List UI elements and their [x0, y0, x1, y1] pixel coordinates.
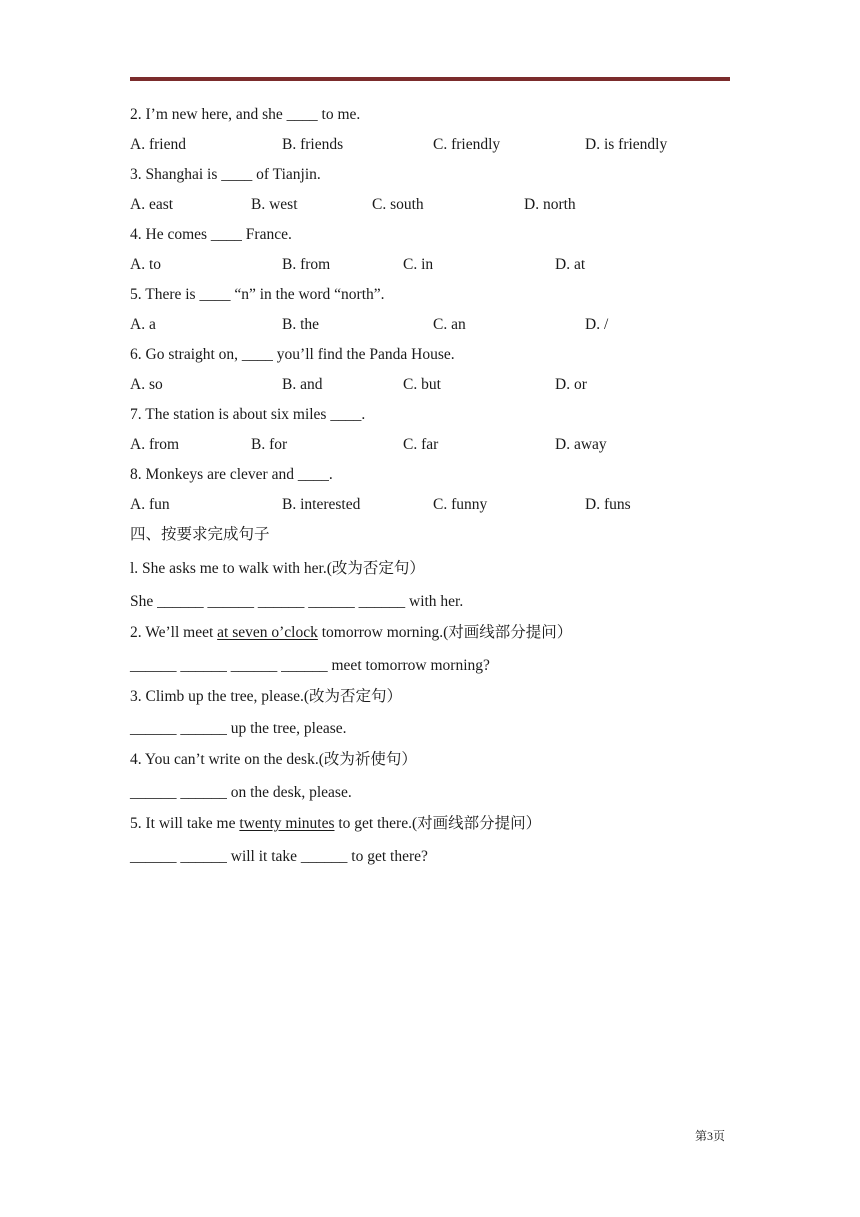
q2-option-d: D. is friendly	[585, 136, 668, 153]
q7-option-b: B. for	[251, 436, 288, 453]
q2-option-c: C. friendly	[433, 136, 501, 153]
underlined-phrase: twenty minutes	[239, 815, 335, 832]
q4-option-c: C. in	[403, 256, 434, 273]
question-7: 7. The station is about six miles ____.	[130, 406, 366, 423]
underlined-phrase: at seven o’clock	[217, 624, 318, 641]
q8-option-c: C. funny	[433, 496, 488, 513]
q3-option-b: B. west	[251, 196, 298, 213]
question-8: 8. Monkeys are clever and ____.	[130, 466, 333, 483]
question-5: 5. There is ____ “n” in the word “north”.	[130, 286, 385, 303]
transform-sentence-3: 3. Climb up the tree, please.(改为否定句）	[130, 688, 403, 705]
q6-option-d: D. or	[555, 376, 587, 393]
q7-option-d: D. away	[555, 436, 607, 453]
question-4: 4. He comes ____ France.	[130, 226, 292, 243]
q8-option-b: B. interested	[282, 496, 361, 513]
q5-option-b: B. the	[282, 316, 320, 333]
q7-option-a: A. from	[130, 436, 180, 453]
transform-answer-4: ______ ______ on the desk, please.	[130, 784, 352, 801]
question-2: 2. I’m new here, and she ____ to me.	[130, 106, 361, 123]
q3-option-a: A. east	[130, 196, 174, 213]
transform-answer-2: ______ ______ ______ ______ meet tomorrow morning?	[130, 657, 490, 674]
q3-option-d: D. north	[524, 196, 576, 213]
q5-option-c: C. an	[433, 316, 466, 333]
transform-answer-5: ______ ______ will it take ______ to get there?	[130, 848, 428, 865]
transform-sentence-2: 2. We’ll meet at seven o’clock tomorrow morning.(对画线部分提问）	[130, 624, 573, 641]
q8-option-d: D. funs	[585, 496, 631, 513]
q2-option-b: B. friends	[282, 136, 344, 153]
q6-option-b: B. and	[282, 376, 323, 393]
transform-answer-3: ______ ______ up the tree, please.	[130, 720, 347, 737]
q4-option-a: A. to	[130, 256, 161, 273]
q6-option-c: C. but	[403, 376, 441, 393]
q4-option-b: B. from	[282, 256, 331, 273]
header-rule	[130, 77, 730, 81]
q5-option-d: D. /	[585, 316, 609, 333]
q5-option-a: A. a	[130, 316, 156, 333]
transform-sentence-1: l. She asks me to walk with her.(改为否定句）	[130, 560, 425, 577]
q4-option-d: D. at	[555, 256, 586, 273]
question-6: 6. Go straight on, ____ you’ll find the Panda House.	[130, 346, 455, 363]
q7-option-c: C. far	[403, 436, 439, 453]
transform-sentence-4: 4. You can’t write on the desk.(改为祈使句）	[130, 751, 417, 768]
transform-answer-1: She ______ ______ ______ ______ ______ with her.	[130, 593, 464, 610]
q3-option-c: C. south	[372, 196, 424, 213]
q6-option-a: A. so	[130, 376, 163, 393]
question-3: 3. Shanghai is ____ of Tianjin.	[130, 166, 321, 183]
transform-sentence-5: 5. It will take me twenty minutes to get there.(对画线部分提问）	[130, 815, 542, 832]
page-number: 第3页	[695, 1129, 726, 1143]
q8-option-a: A. fun	[130, 496, 170, 513]
q2-option-a: A. friend	[130, 136, 186, 153]
section-4-heading: 四、按要求完成句子	[130, 526, 270, 543]
